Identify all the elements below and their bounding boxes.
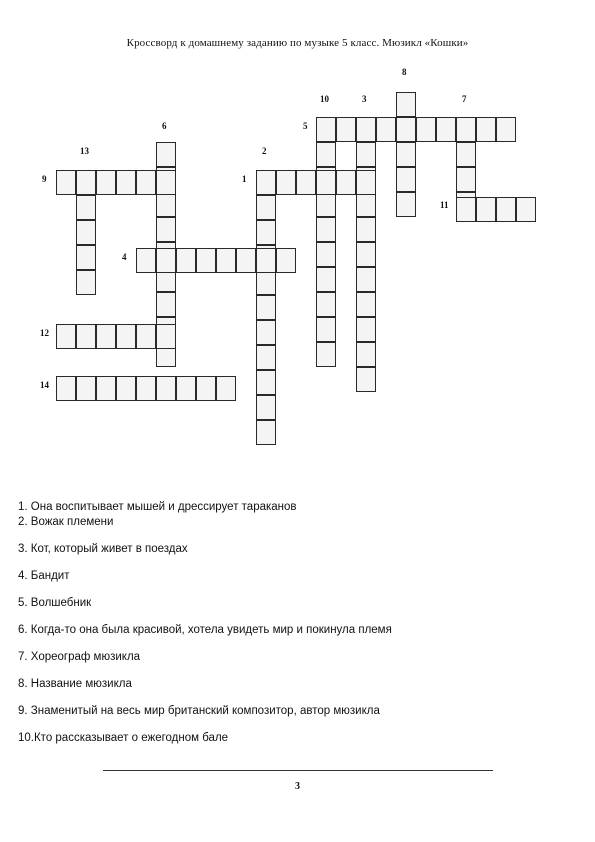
crossword-cell[interactable] [116,376,136,401]
crossword-cell[interactable] [76,376,96,401]
crossword-cell[interactable] [216,376,236,401]
clue-item: 6. Когда-то она была красивой, хотела увидеть мир и покинула племя [18,624,392,636]
crossword-cell[interactable] [316,117,336,142]
crossword-cell[interactable] [216,248,236,273]
crossword-cell[interactable] [316,192,336,217]
crossword-cell[interactable] [316,267,336,292]
crossword-cell[interactable] [256,420,276,445]
crossword-cell[interactable] [196,248,216,273]
clue-number-label: 6 [162,121,167,131]
crossword-cell[interactable] [136,324,156,349]
crossword-cell[interactable] [256,248,276,273]
crossword-cell[interactable] [116,170,136,195]
crossword-cell[interactable] [76,195,96,220]
clue-number-label: 8 [402,67,407,77]
crossword-cell[interactable] [456,167,476,192]
clue-number-label: 14 [40,380,49,390]
crossword-cell[interactable] [56,324,76,349]
crossword-cell[interactable] [456,197,476,222]
clue-number-label: 4 [122,252,127,262]
clue-number-label: 9 [42,174,47,184]
crossword-cell[interactable] [156,192,176,217]
clue-number-label: 2 [262,146,267,156]
crossword-cell[interactable] [76,220,96,245]
crossword-cell[interactable] [156,376,176,401]
page-number: 3 [295,781,300,792]
crossword-cell[interactable] [316,317,336,342]
crossword-cell[interactable] [56,376,76,401]
crossword-cell[interactable] [436,117,456,142]
crossword-cell[interactable] [256,295,276,320]
crossword-cell[interactable] [356,117,376,142]
clue-item: 4. Бандит [18,570,70,582]
clue-number-label: 5 [303,121,308,131]
clue-number-label: 12 [40,328,49,338]
clue-item: 5. Волшебник [18,597,92,609]
crossword-cell[interactable] [476,117,496,142]
clue-item: 3. Кот, который живет в поездах [18,543,188,555]
crossword-cell[interactable] [396,142,416,167]
crossword-cell[interactable] [76,324,96,349]
clue-item: 2. Вожак племени [18,516,114,528]
clue-number-label: 13 [80,146,89,156]
crossword-cell[interactable] [256,320,276,345]
crossword-cell[interactable] [296,170,316,195]
crossword-cell[interactable] [496,197,516,222]
crossword-cell[interactable] [196,376,216,401]
crossword-cell[interactable] [256,220,276,245]
crossword-cell[interactable] [256,170,276,195]
crossword-cell[interactable] [96,170,116,195]
crossword-cell[interactable] [356,267,376,292]
crossword-cell[interactable] [376,117,396,142]
crossword-cell[interactable] [356,142,376,167]
crossword-cell[interactable] [316,170,336,195]
crossword-cell[interactable] [316,292,336,317]
crossword-cell[interactable] [256,195,276,220]
crossword-cell[interactable] [356,192,376,217]
crossword-cell[interactable] [96,324,116,349]
crossword-cell[interactable] [156,142,176,167]
crossword-cell[interactable] [356,342,376,367]
crossword-cell[interactable] [156,248,176,273]
clue-item: 8. Название мюзикла [18,678,132,690]
crossword-cell[interactable] [356,242,376,267]
crossword-cell[interactable] [76,270,96,295]
crossword-cell[interactable] [136,170,156,195]
clue-item: 9. Знаменитый на весь мир британский композитор, автор мюзикла [18,705,380,717]
clue-item: 10.Кто рассказывает о ежегодном бале [18,732,229,744]
crossword-cell[interactable] [476,197,496,222]
crossword-cell[interactable] [316,142,336,167]
crossword-cell[interactable] [516,197,536,222]
crossword-cell[interactable] [256,345,276,370]
crossword-cell[interactable] [396,117,416,142]
clue-item: 1. Она воспитывает мышей и дрессирует тараканов [18,501,297,513]
crossword-cell[interactable] [356,367,376,392]
crossword-cell[interactable] [256,395,276,420]
crossword-cell[interactable] [416,117,436,142]
crossword-cell[interactable] [356,317,376,342]
crossword-cell[interactable] [96,376,116,401]
crossword-cell[interactable] [316,242,336,267]
crossword-cell[interactable] [116,324,136,349]
crossword-cell[interactable] [76,170,96,195]
crossword-cell[interactable] [396,92,416,117]
crossword-cell[interactable] [356,170,376,195]
crossword-cell[interactable] [56,170,76,195]
crossword-cell[interactable] [456,117,476,142]
clue-number-label: 10 [320,94,329,104]
crossword-cell[interactable] [356,292,376,317]
crossword-cell[interactable] [156,292,176,317]
crossword-cell[interactable] [156,324,176,349]
crossword-cell[interactable] [336,170,356,195]
crossword-cell[interactable] [136,248,156,273]
clue-number-label: 3 [362,94,367,104]
crossword-cell[interactable] [156,170,176,195]
clue-number-label: 7 [462,94,467,104]
crossword-cell[interactable] [256,370,276,395]
clue-item: 7. Хореограф мюзикла [18,651,141,663]
crossword-cell[interactable] [176,376,196,401]
crossword-cell[interactable] [456,142,476,167]
crossword-cell[interactable] [396,167,416,192]
crossword-cell[interactable] [176,248,196,273]
crossword-cell[interactable] [136,376,156,401]
crossword-cell[interactable] [276,170,296,195]
crossword-cell[interactable] [496,117,516,142]
clue-number-label: 11 [440,200,449,210]
crossword-cell[interactable] [76,245,96,270]
clue-number-label: 1 [242,174,247,184]
crossword-cell[interactable] [396,192,416,217]
crossword-cell[interactable] [156,217,176,242]
crossword-cell[interactable] [236,248,256,273]
crossword-cell[interactable] [276,248,296,273]
crossword-cell[interactable] [316,342,336,367]
crossword-cell[interactable] [336,117,356,142]
page-title: Кроссворд к домашнему заданию по музыке 5 класс. Мюзикл «Кошки» [126,37,469,49]
footer-divider [103,770,493,771]
crossword-cell[interactable] [316,217,336,242]
crossword-cell[interactable] [256,270,276,295]
crossword-cell[interactable] [356,217,376,242]
